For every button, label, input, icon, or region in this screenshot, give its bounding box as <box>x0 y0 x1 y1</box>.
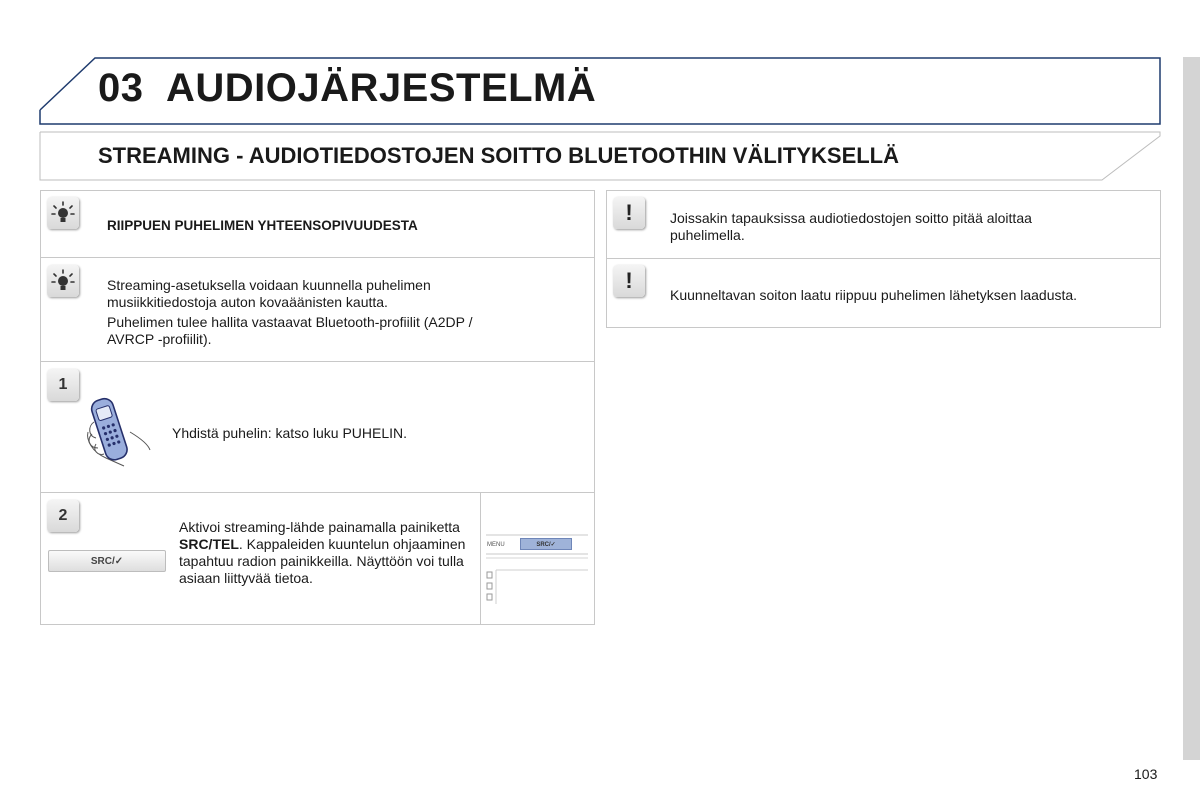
section-title: STREAMING - AUDIOTIEDOSTOJEN SOITTO BLUETOOTHIN VÄLITYKSELLÄ <box>98 143 900 168</box>
chapter-number: 03 <box>98 66 144 110</box>
warning-quality: Kuunneltavan soiton laatu riippuu puhelimen lähetyksen laadusta. <box>670 287 1078 303</box>
screen-menu-label: MENU <box>487 542 505 548</box>
step-2-button-name: SRC/TEL <box>179 536 239 552</box>
divider <box>606 258 1161 259</box>
tip-compatibility: RIIPPUEN PUHELIMEN YHTEENSOPIVUUDESTA <box>107 218 418 233</box>
warning-start-on-phone: Joissakin tapauksissa audiotiedostojen soitto pitää aloittaa puhelimella. <box>670 210 1032 243</box>
divider <box>40 361 595 362</box>
radio-display-thumbnail <box>484 528 590 604</box>
exclamation-icon: ! <box>613 265 645 297</box>
page-number: 103 <box>1134 766 1158 782</box>
tip-bluetooth-profiles: Puhelimen tulee hallita vastaavat Bluetooth-profiilit (A2DP / AVRCP -profiilit). <box>107 314 473 347</box>
chapter-title: AUDIOJÄRJESTELMÄ <box>166 66 597 110</box>
exclamation-icon: ! <box>613 197 645 229</box>
step-2-badge: 2 <box>47 500 79 532</box>
step-2-text-part: Aktivoi streaming-lähde painamalla painiketta <box>179 519 460 535</box>
src-tel-button: SRC/✓ <box>48 550 166 572</box>
step-1-badge: 1 <box>47 369 79 401</box>
phone-in-hand-icon <box>84 392 156 470</box>
divider <box>480 492 481 625</box>
lightbulb-icon <box>47 197 79 229</box>
step-2-text <box>179 519 469 587</box>
divider <box>40 257 595 258</box>
chapter-side-tab <box>1183 57 1200 760</box>
screen-src-highlight: SRC/✓ <box>520 538 572 550</box>
divider <box>40 492 595 493</box>
tip-streaming-description: Streaming-asetuksella voidaan kuunnella puhelimen musiikkitiedostoja auton kovaäänisten kautta. <box>107 277 431 310</box>
lightbulb-icon <box>47 265 79 297</box>
step-2-text-part: . Kappaleiden kuuntelun ohjaaminen tapahtuu radion painikkeilla. Näyttöön voi tulla asiaan liittyvää tietoa. <box>179 536 466 586</box>
step-1-text: Yhdistä puhelin: katso luku PUHELIN. <box>172 425 408 441</box>
